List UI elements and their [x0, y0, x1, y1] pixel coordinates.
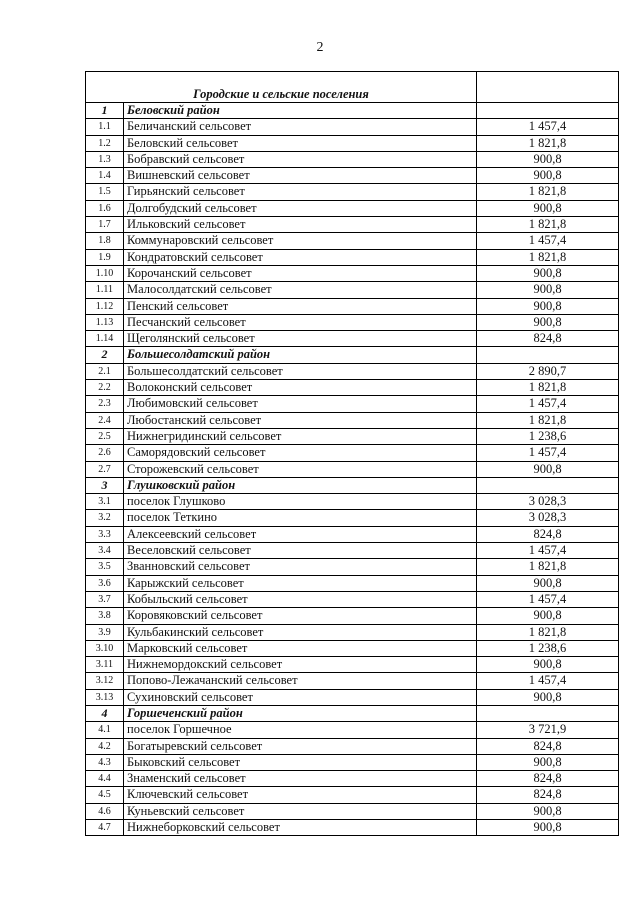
settlement-name: Саморядовский сельсовет — [124, 445, 477, 461]
table-row — [86, 265, 619, 281]
settlement-value: 1 821,8 — [477, 412, 619, 428]
table-row — [86, 754, 619, 770]
table-row — [86, 673, 619, 689]
table-row — [86, 200, 619, 216]
row-number: 1.12 — [86, 298, 124, 314]
row-number: 1.13 — [86, 314, 124, 330]
table-row — [86, 591, 619, 607]
settlement-name: Долгобудский сельсовет — [124, 200, 477, 216]
settlement-name: Большесолдатский сельсовет — [124, 363, 477, 379]
table-row — [86, 412, 619, 428]
table-row — [86, 119, 619, 135]
table-row — [86, 526, 619, 542]
settlement-value: 1 821,8 — [477, 624, 619, 640]
settlement-value: 900,8 — [477, 314, 619, 330]
row-number: 2.2 — [86, 380, 124, 396]
settlement-name: поселок Теткино — [124, 510, 477, 526]
row-number: 3.11 — [86, 657, 124, 673]
settlement-value: 824,8 — [477, 526, 619, 542]
settlement-name: Марковский сельсовет — [124, 640, 477, 656]
settlement-value: 900,8 — [477, 265, 619, 281]
settlement-value: 1 457,4 — [477, 543, 619, 559]
settlement-name: Беловский район — [124, 103, 477, 119]
settlement-name: Знаменский сельсовет — [124, 771, 477, 787]
settlement-name: Алексеевский сельсовет — [124, 526, 477, 542]
row-number: 1.5 — [86, 184, 124, 200]
row-number: 1.7 — [86, 217, 124, 233]
row-number: 1.11 — [86, 282, 124, 298]
table-row — [86, 380, 619, 396]
settlement-value: 900,8 — [477, 282, 619, 298]
settlement-name: Ильковский сельсовет — [124, 217, 477, 233]
row-number: 1.10 — [86, 265, 124, 281]
settlement-name: Карыжский сельсовет — [124, 575, 477, 591]
settlement-name: Гирьянский сельсовет — [124, 184, 477, 200]
row-number: 1 — [86, 103, 124, 119]
district-row — [86, 347, 619, 363]
row-number: 2.5 — [86, 428, 124, 444]
settlement-name: Сторожевский сельсовет — [124, 461, 477, 477]
settlement-value: 824,8 — [477, 787, 619, 803]
settlement-name: Ключевский сельсовет — [124, 787, 477, 803]
table-row — [86, 217, 619, 233]
settlement-name: Кульбакинский сельсовет — [124, 624, 477, 640]
settlement-value: 2 890,7 — [477, 363, 619, 379]
settlement-value: 900,8 — [477, 575, 619, 591]
district-row — [86, 477, 619, 493]
row-number: 4.7 — [86, 820, 124, 836]
row-number: 4.3 — [86, 754, 124, 770]
row-number: 2.7 — [86, 461, 124, 477]
row-number: 2.3 — [86, 396, 124, 412]
row-number: 1.1 — [86, 119, 124, 135]
settlement-name: Беловский сельсовет — [124, 135, 477, 151]
row-number: 1.6 — [86, 200, 124, 216]
row-number: 4.1 — [86, 722, 124, 738]
settlement-name: Коммунаровский сельсовет — [124, 233, 477, 249]
table-row — [86, 314, 619, 330]
settlement-value: 900,8 — [477, 200, 619, 216]
settlement-value: 1 821,8 — [477, 380, 619, 396]
table-row — [86, 445, 619, 461]
table-row — [86, 184, 619, 200]
row-number: 4.6 — [86, 803, 124, 819]
settlement-name: поселок Горшечное — [124, 722, 477, 738]
row-number: 3.5 — [86, 559, 124, 575]
settlement-name: Бобравский сельсовет — [124, 151, 477, 167]
table-row — [86, 249, 619, 265]
table-row — [86, 233, 619, 249]
settlement-name: Любимовский сельсовет — [124, 396, 477, 412]
settlement-value: 1 821,8 — [477, 217, 619, 233]
settlement-name: Нижнеборковский сельсовет — [124, 820, 477, 836]
district-row — [86, 103, 619, 119]
table-row — [86, 298, 619, 314]
row-number: 1.14 — [86, 331, 124, 347]
settlement-value: 3 721,9 — [477, 722, 619, 738]
row-number: 2 — [86, 347, 124, 363]
row-number: 1.3 — [86, 151, 124, 167]
table-row — [86, 363, 619, 379]
table-row — [86, 640, 619, 656]
table-row — [86, 331, 619, 347]
settlement-value: 900,8 — [477, 754, 619, 770]
settlement-name: Песчанский сельсовет — [124, 314, 477, 330]
table-row — [86, 722, 619, 738]
table-row — [86, 543, 619, 559]
settlement-name: Щеголянский сельсовет — [124, 331, 477, 347]
settlement-name: Любостанский сельсовет — [124, 412, 477, 428]
table-row — [86, 168, 619, 184]
row-number: 3.2 — [86, 510, 124, 526]
settlement-name: Пенский сельсовет — [124, 298, 477, 314]
settlement-name: Кондратовский сельсовет — [124, 249, 477, 265]
row-number: 4 — [86, 705, 124, 721]
row-number: 1.9 — [86, 249, 124, 265]
settlement-value: 1 821,8 — [477, 249, 619, 265]
table-row — [86, 771, 619, 787]
row-number: 3.4 — [86, 543, 124, 559]
settlement-name: Попово-Лежачанский сельсовет — [124, 673, 477, 689]
settlement-name: Глушковский район — [124, 477, 477, 493]
row-number: 1.8 — [86, 233, 124, 249]
settlement-value: 900,8 — [477, 298, 619, 314]
table-row — [86, 494, 619, 510]
settlement-name: Кобыльский сельсовет — [124, 591, 477, 607]
settlement-value — [477, 103, 619, 119]
settlement-value: 900,8 — [477, 151, 619, 167]
settlement-value: 1 821,8 — [477, 559, 619, 575]
table-row — [86, 738, 619, 754]
settlement-value: 900,8 — [477, 820, 619, 836]
row-number: 3.9 — [86, 624, 124, 640]
row-number: 4.4 — [86, 771, 124, 787]
row-number: 3.7 — [86, 591, 124, 607]
settlement-name: Сухиновский сельсовет — [124, 689, 477, 705]
table-body — [86, 72, 619, 836]
table-row — [86, 559, 619, 575]
table-row — [86, 689, 619, 705]
table-row — [86, 396, 619, 412]
settlement-name: Корочанский сельсовет — [124, 265, 477, 281]
settlement-value — [477, 347, 619, 363]
row-number: 3 — [86, 477, 124, 493]
settlement-value: 3 028,3 — [477, 494, 619, 510]
table-row — [86, 151, 619, 167]
settlement-value: 1 457,4 — [477, 591, 619, 607]
settlement-value — [477, 705, 619, 721]
settlement-name: Быковский сельсовет — [124, 754, 477, 770]
settlement-name: Беличанский сельсовет — [124, 119, 477, 135]
settlement-name: поселок Глушково — [124, 494, 477, 510]
row-number: 1.4 — [86, 168, 124, 184]
settlements-table — [85, 71, 619, 836]
table-row — [86, 428, 619, 444]
settlement-value: 1 457,4 — [477, 119, 619, 135]
settlement-name: Горшеченский район — [124, 705, 477, 721]
table-header-value-cell — [477, 72, 619, 103]
settlement-value: 900,8 — [477, 689, 619, 705]
settlement-name: Волоконский сельсовет — [124, 380, 477, 396]
page-number: 2 — [316, 40, 324, 55]
settlement-name: Званновский сельсовет — [124, 559, 477, 575]
row-number: 4.2 — [86, 738, 124, 754]
settlement-value: 824,8 — [477, 331, 619, 347]
settlement-value: 824,8 — [477, 738, 619, 754]
settlement-value: 1 238,6 — [477, 640, 619, 656]
settlement-name: Богатыревский сельсовет — [124, 738, 477, 754]
row-number: 3.3 — [86, 526, 124, 542]
row-number: 2.1 — [86, 363, 124, 379]
settlement-value: 900,8 — [477, 168, 619, 184]
settlement-name: Большесолдатский район — [124, 347, 477, 363]
table-row — [86, 282, 619, 298]
district-row — [86, 705, 619, 721]
row-number: 1.2 — [86, 135, 124, 151]
table-header: Городские и сельские поселения — [86, 72, 477, 103]
row-number: 3.1 — [86, 494, 124, 510]
table-row — [86, 575, 619, 591]
settlement-value: 900,8 — [477, 608, 619, 624]
row-number: 3.8 — [86, 608, 124, 624]
table-row — [86, 803, 619, 819]
table-row — [86, 820, 619, 836]
settlement-name: Нижнегридинский сельсовет — [124, 428, 477, 444]
settlement-value: 1 821,8 — [477, 184, 619, 200]
table-row — [86, 787, 619, 803]
settlement-value: 1 821,8 — [477, 135, 619, 151]
row-number: 3.13 — [86, 689, 124, 705]
row-number: 3.12 — [86, 673, 124, 689]
table-row — [86, 510, 619, 526]
table-row — [86, 461, 619, 477]
settlement-value: 900,8 — [477, 803, 619, 819]
settlement-value — [477, 477, 619, 493]
settlement-value: 1 238,6 — [477, 428, 619, 444]
row-number: 4.5 — [86, 787, 124, 803]
table-row — [86, 624, 619, 640]
table-header-row — [86, 72, 619, 103]
settlement-name: Веселовский сельсовет — [124, 543, 477, 559]
settlement-value: 1 457,4 — [477, 233, 619, 249]
settlement-value: 824,8 — [477, 771, 619, 787]
settlement-name: Вишневский сельсовет — [124, 168, 477, 184]
table-row — [86, 608, 619, 624]
row-number: 3.6 — [86, 575, 124, 591]
settlement-value: 900,8 — [477, 657, 619, 673]
row-number: 3.10 — [86, 640, 124, 656]
settlement-value: 1 457,4 — [477, 445, 619, 461]
settlement-name: Куньевский сельсовет — [124, 803, 477, 819]
settlement-value: 3 028,3 — [477, 510, 619, 526]
table-row — [86, 135, 619, 151]
settlement-name: Малосолдатский сельсовет — [124, 282, 477, 298]
settlement-value: 1 457,4 — [477, 673, 619, 689]
settlement-name: Нижнемордокский сельсовет — [124, 657, 477, 673]
settlement-name: Коровяковский сельсовет — [124, 608, 477, 624]
row-number: 2.6 — [86, 445, 124, 461]
settlement-value: 1 457,4 — [477, 396, 619, 412]
table-row — [86, 657, 619, 673]
row-number: 2.4 — [86, 412, 124, 428]
settlement-value: 900,8 — [477, 461, 619, 477]
